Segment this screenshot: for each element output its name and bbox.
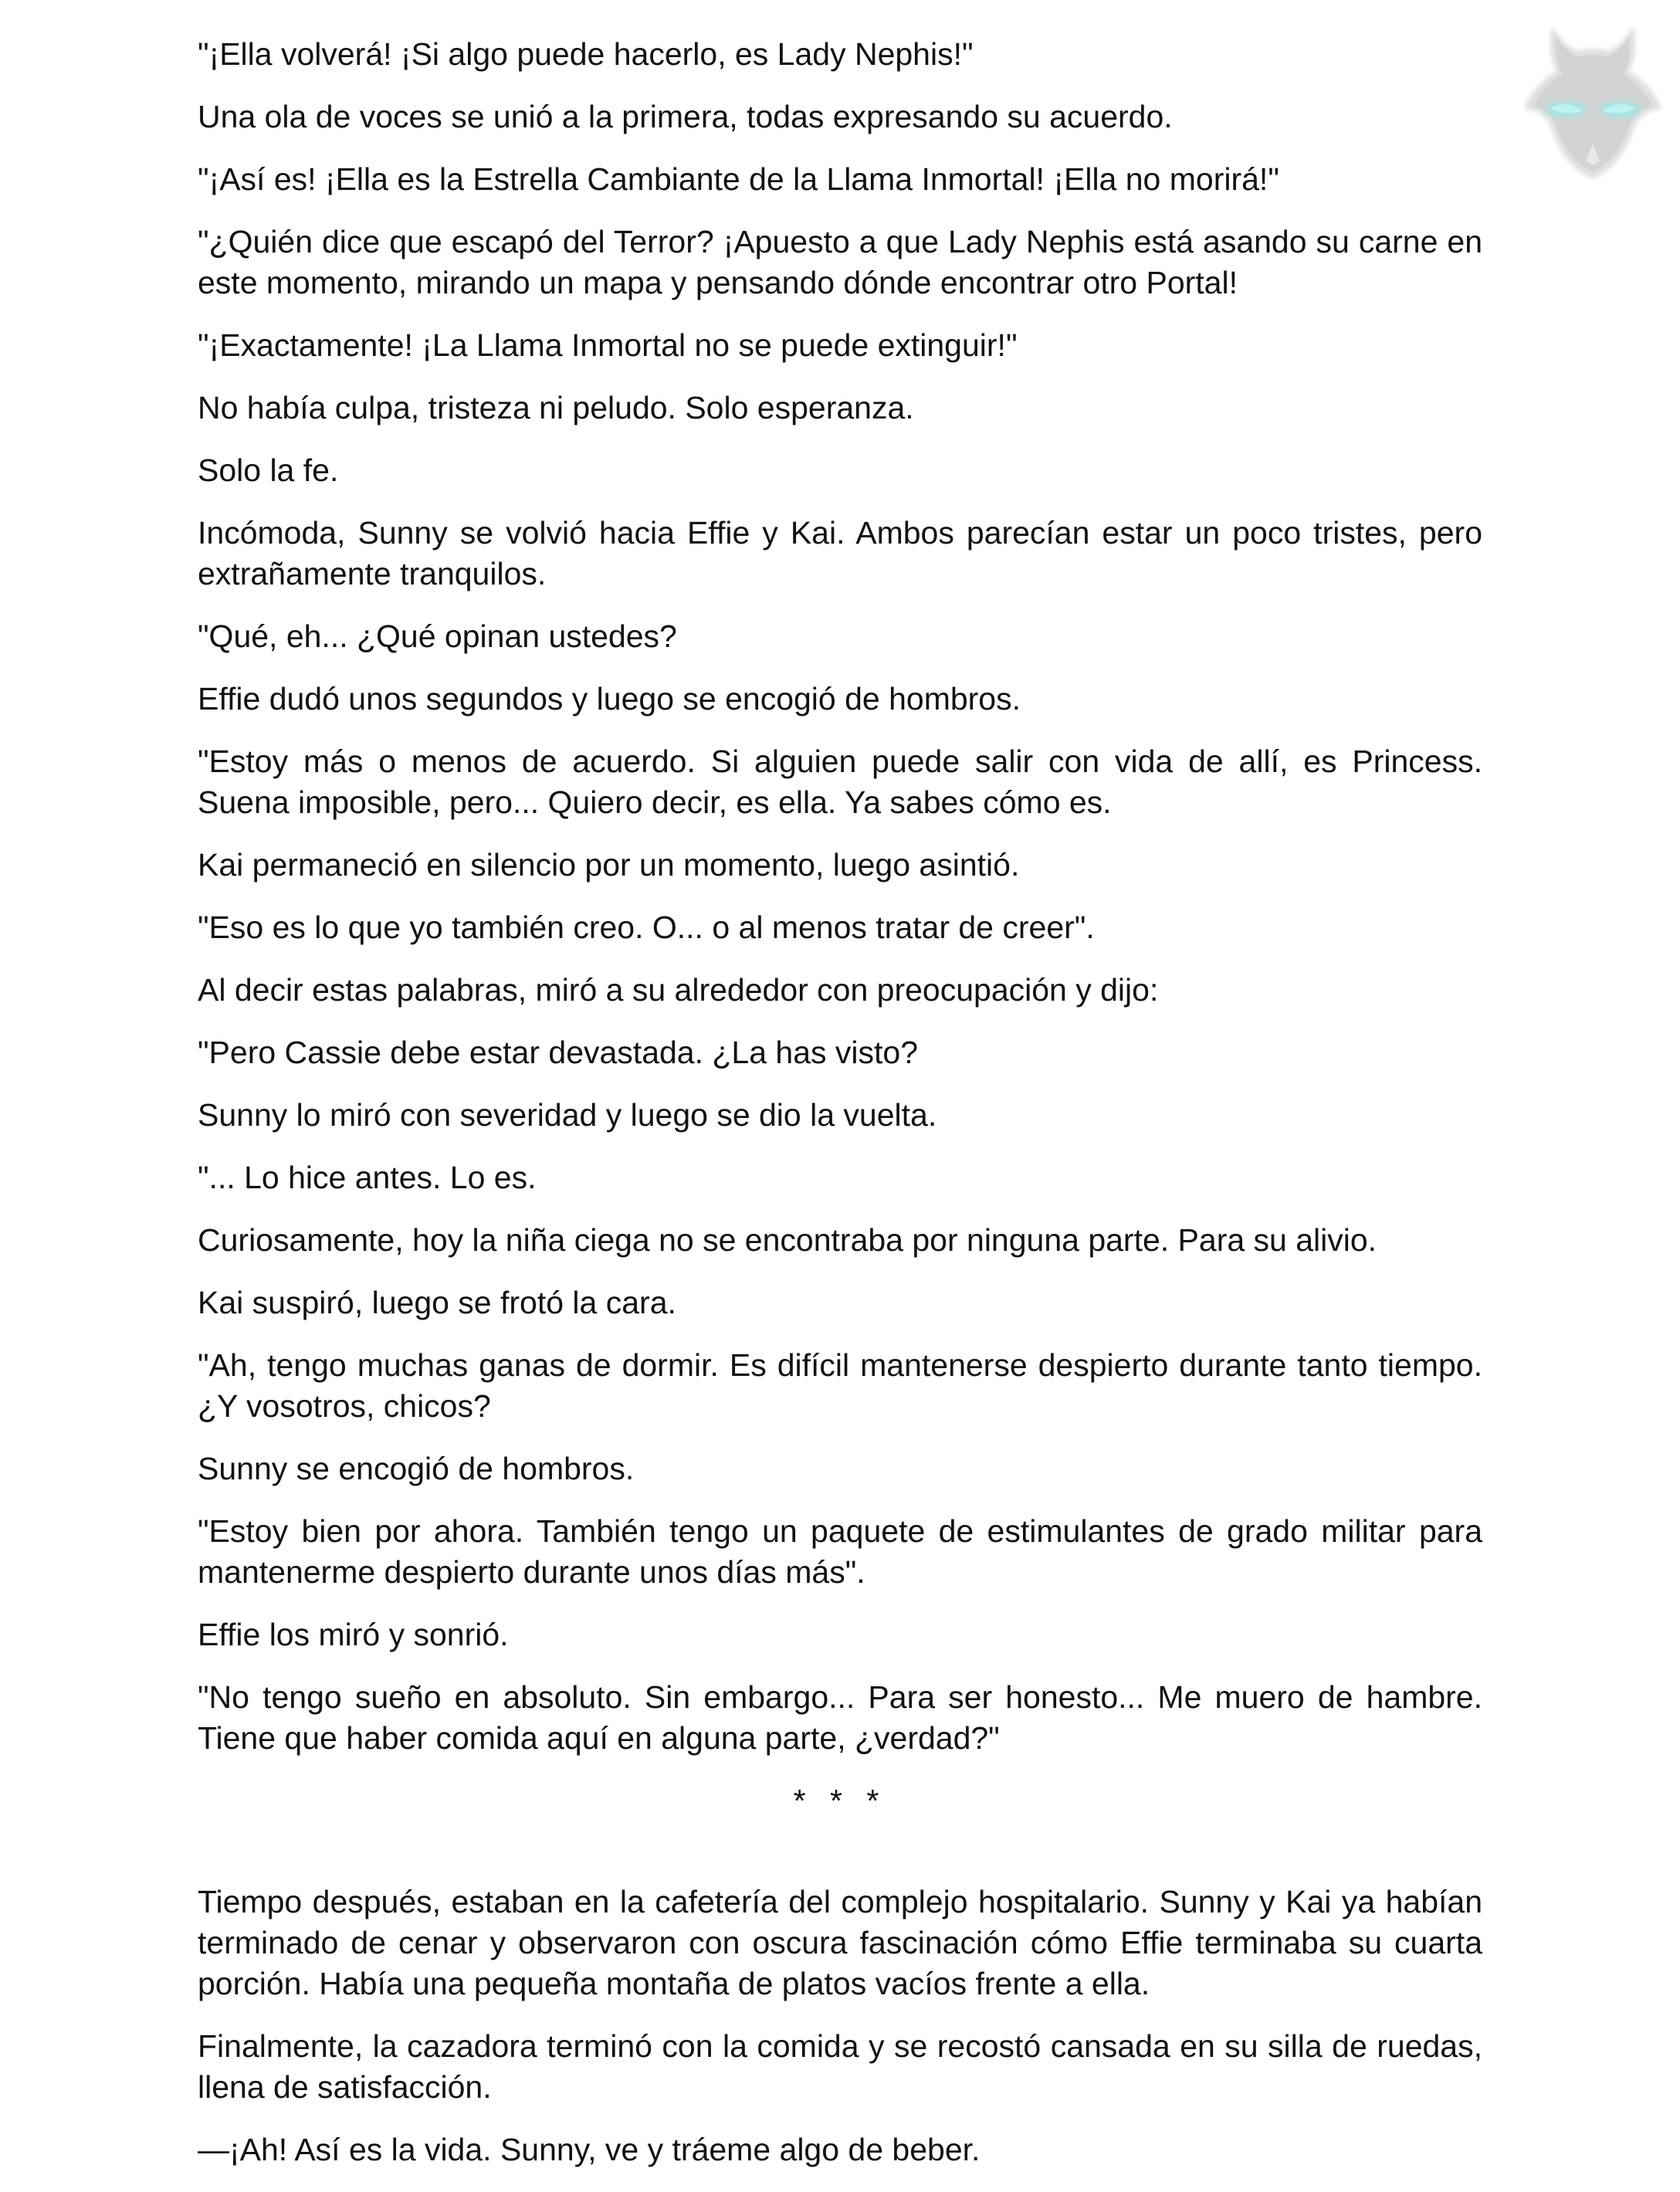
- paragraph: Finalmente, la cazadora terminó con la comida y se recostó cansada en su silla de ruedas, llena de satisfacción.: [198, 2028, 1482, 2105]
- document-page: [198, 34, 1482, 2192]
- paragraph: "¿Quién dice que escapó del Terror? ¡Apuesto a que Lady Nephis está asando su carne en este momento, mirando un mapa y pensando dónde encontrar otro Portal!: [198, 224, 1482, 300]
- paragraph: Kai suspiró, luego se frotó la cara.: [198, 1285, 676, 1320]
- paragraph: "Pero Cassie debe estar devastada. ¿La has visto?: [198, 1035, 919, 1070]
- scene-separator: * * *: [793, 1783, 887, 1818]
- paragraph: Al decir estas palabras, miró a su alrededor con preocupación y dijo:: [198, 972, 1159, 1008]
- paragraph: "¡Así es! ¡Ella es la Estrella Cambiante de la Llama Inmortal! ¡Ella no morirá!": [198, 161, 1279, 197]
- paragraph: Effie los miró y sonrió.: [198, 1617, 509, 1652]
- paragraph: Sunny lo miró con severidad y luego se dio la vuelta.: [198, 1097, 937, 1133]
- demon-head-logo-icon: [1521, 14, 1665, 187]
- paragraph: "Estoy bien por ahora. También tengo un paquete de estimulantes de grado militar para mantenerme despierto durante unos días más".: [198, 1513, 1482, 1590]
- paragraph: Solo la fe.: [198, 452, 339, 488]
- paragraph: "¡Ella volverá! ¡Si algo puede hacerlo, es Lady Nephis!": [198, 36, 974, 72]
- paragraph: "No tengo sueño en absoluto. Sin embargo... Para ser honesto... Me muero de hambre. Tiene que haber comida aquí en alguna parte, ¿verdad?": [198, 1679, 1482, 1756]
- paragraph: "Qué, eh... ¿Qué opinan ustedes?: [198, 618, 677, 654]
- paragraph: "¡Exactamente! ¡La Llama Inmortal no se puede extinguir!": [198, 327, 1018, 363]
- paragraph: Sunny se encogió de hombros.: [198, 1451, 635, 1486]
- paragraph: Effie dudó unos segundos y luego se encogió de hombros.: [198, 681, 1021, 717]
- paragraph: "Estoy más o menos de acuerdo. Si alguien puede salir con vida de allí, es Princess. Suena imposible, pero... Quiero decir, es ella. Ya sabes cómo es.: [198, 744, 1482, 820]
- paragraph: —¡Ah! Así es la vida. Sunny, ve y tráeme algo de beber.: [198, 2132, 981, 2167]
- paragraph: No había culpa, tristeza ni peludo. Solo esperanza.: [198, 390, 914, 425]
- paragraph: Curiosamente, hoy la niña ciega no se encontraba por ninguna parte. Para su alivio.: [198, 1222, 1377, 1258]
- paragraph: Incómoda, Sunny se volvió hacia Effie y Kai. Ambos parecían estar un poco tristes, pero extrañamente tranquilos.: [198, 515, 1482, 591]
- paragraph: "Eso es lo que yo también creo. O... o al menos tratar de creer".: [198, 910, 1095, 945]
- paragraph: Tiempo después, estaban en la cafetería del complejo hospitalario. Sunny y Kai ya habían terminado de cenar y observaron con oscura fascinación cómo Effie terminaba su cuarta porción. Había una pequeña montaña de platos vacíos frente a ella.: [198, 1884, 1482, 2001]
- paragraph: Una ola de voces se unió a la primera, todas expresando su acuerdo.: [198, 99, 1173, 134]
- paragraph: "Ah, tengo muchas ganas de dormir. Es difícil mantenerse despierto durante tanto tiempo. ¿Y vosotros, chicos?: [198, 1347, 1482, 1424]
- paragraph: "... Lo hice antes. Lo es.: [198, 1160, 537, 1195]
- paragraph: Kai permaneció en silencio por un momento, luego asintió.: [198, 847, 1020, 883]
